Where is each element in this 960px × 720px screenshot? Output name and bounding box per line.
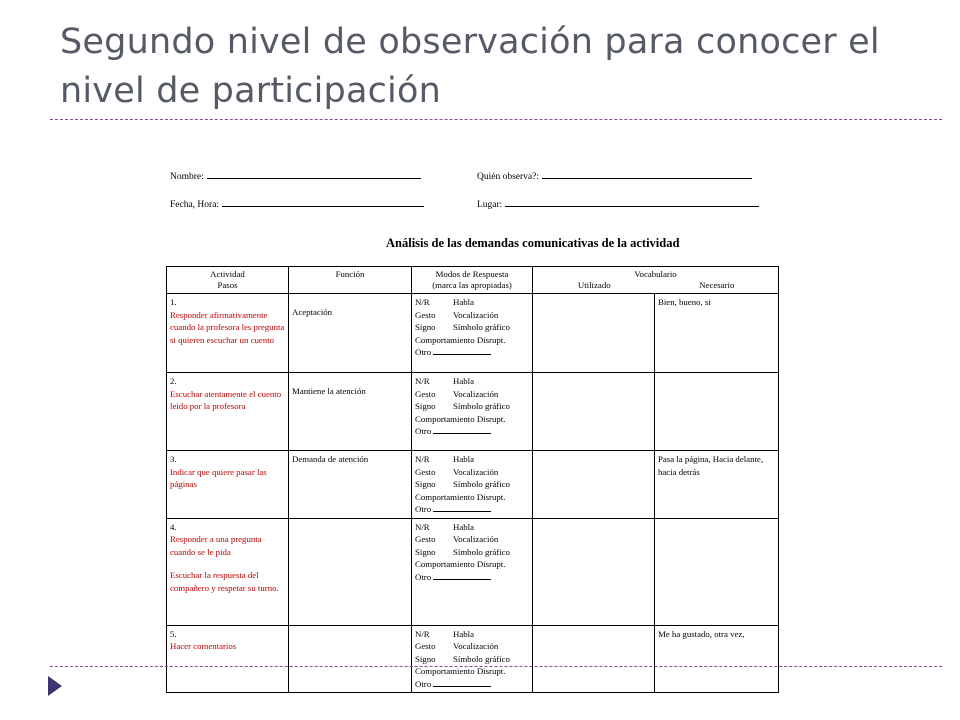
table-row (167, 451, 779, 519)
nombre-field (207, 170, 421, 179)
row-utilizado (533, 625, 655, 693)
mode-gesto: Gesto (415, 388, 436, 399)
header-funcion: Función (289, 267, 412, 294)
mode-signo: Signo (415, 479, 436, 489)
row-utilizado (533, 373, 655, 451)
mode-comportamiento: Comportamiento Disrupt. (415, 559, 506, 569)
row-utilizado (533, 451, 655, 519)
header-modos-sub: (marca las apropiadas) (432, 280, 512, 290)
otro-blank (433, 426, 491, 434)
row-funcion (289, 625, 412, 693)
mode-comportamiento: Comportamiento Disrupt. (415, 334, 506, 345)
divider-top (50, 119, 942, 120)
fecha-line (170, 198, 424, 210)
row-paso: Responder a una pregunta cuando se le pida (170, 534, 262, 557)
mode-signo: Signo (415, 546, 436, 557)
mode-vocalizacion: Vocalización (453, 466, 499, 477)
row-necesario (655, 373, 779, 451)
lugar-field (505, 198, 759, 207)
row-necesario: Bien, bueno, si (655, 294, 779, 373)
row-funcion: Mantiene la atención (289, 373, 412, 451)
mode-comportamiento: Comportamiento Disrupt. (415, 413, 506, 424)
mode-gesto: Gesto (415, 641, 436, 651)
mode-habla: Habla (453, 521, 475, 532)
header-actividad-label: Actividad (210, 269, 245, 279)
mode-comportamiento: Comportamiento Disrupt. (415, 666, 506, 676)
mode-habla: Habla (453, 376, 475, 386)
row-num: 2. (170, 376, 177, 386)
slide-title: Segundo nivel de observación para conocer el nivel de participación (60, 22, 880, 111)
otro-blank (433, 572, 491, 580)
mode-comportamiento: Comportamiento Disrupt. (415, 491, 506, 502)
mode-simbolo: Símbolo gráfico (453, 479, 510, 489)
row-necesario (655, 518, 779, 625)
row-funcion: Aceptación (289, 294, 412, 373)
row-necesario: Me ha gustado, otra vez, (655, 625, 779, 693)
table-row (167, 373, 779, 451)
row-funcion: Demanda de atención (289, 451, 412, 519)
mode-simbolo: Símbolo gráfico (453, 546, 510, 557)
mode-habla: Habla (453, 454, 475, 464)
table-title: Análisis de las demandas comunicativas de la actividad (386, 236, 680, 250)
mode-simbolo: Símbolo gráfico (453, 322, 510, 332)
mode-habla: Habla (453, 297, 475, 307)
row-necesario: Pasa la página, Hacia delante, hacia detrás (655, 451, 779, 519)
row-modos (412, 518, 533, 625)
header-modos-label: Modos de Respuesta (435, 269, 509, 279)
mode-otro: Otro (415, 504, 432, 514)
header-pasos-label: Pasos (217, 280, 238, 290)
quien-label: Quién observa?: (477, 172, 539, 182)
row-num: 5. (170, 628, 177, 639)
lugar-label: Lugar: (477, 200, 503, 210)
mode-gesto: Gesto (415, 534, 436, 544)
nombre-label: Nombre: (170, 172, 204, 182)
mode-signo: Signo (415, 653, 436, 664)
fecha-field (222, 198, 424, 207)
table-row (167, 625, 779, 693)
row-paso-cell (167, 294, 289, 373)
mode-vocalizacion: Vocalización (453, 309, 499, 320)
mode-nr: N/R (415, 297, 430, 307)
row-paso: Indicar que quiere pasar las páginas (170, 466, 267, 489)
row-paso-cell (167, 625, 289, 693)
mode-otro: Otro (415, 678, 432, 689)
table-row (167, 518, 779, 625)
header-utilizado: Utilizado (577, 280, 611, 290)
header-necesario: Necesario (699, 280, 735, 290)
quien-field (542, 170, 752, 179)
quien-line (477, 170, 752, 182)
table-row (167, 294, 779, 373)
mode-nr: N/R (415, 628, 430, 639)
row-num: 1. (170, 297, 177, 307)
row-paso-cell (167, 451, 289, 519)
header-actividad (167, 267, 289, 294)
header-vocabulario-label: Vocabulario (634, 269, 677, 279)
mode-simbolo: Símbolo gráfico (453, 401, 510, 411)
otro-blank (433, 679, 491, 687)
mode-otro: Otro (415, 571, 432, 582)
row-modos (412, 625, 533, 693)
mode-simbolo: Símbolo gráfico (453, 653, 510, 664)
row-num: 3. (170, 454, 177, 464)
divider-bottom (50, 666, 942, 667)
mode-otro: Otro (415, 347, 432, 357)
nombre-line (170, 170, 421, 182)
row-paso: Escuchar atentamente el cuento leido por la profesora (170, 388, 282, 411)
lugar-line (477, 198, 759, 210)
mode-vocalizacion: Vocalización (453, 534, 499, 544)
mode-signo: Signo (415, 401, 436, 411)
row-utilizado (533, 518, 655, 625)
mode-gesto: Gesto (415, 309, 436, 320)
row-paso-cell (167, 518, 289, 625)
mode-vocalizacion: Vocalización (453, 388, 499, 399)
header-vocabulario-sub (533, 280, 778, 291)
row-utilizado (533, 294, 655, 373)
otro-blank (433, 347, 491, 355)
row-funcion (289, 518, 412, 625)
row-modos (412, 451, 533, 519)
otro-blank (433, 504, 491, 512)
header-vocabulario (533, 267, 779, 294)
row-modos (412, 294, 533, 373)
mode-vocalizacion: Vocalización (453, 641, 499, 651)
mode-gesto: Gesto (415, 466, 436, 477)
header-modos (412, 267, 533, 294)
mode-otro: Otro (415, 426, 432, 436)
demands-table (166, 266, 779, 693)
table-header-row (167, 267, 779, 294)
row-num: 4. (170, 521, 177, 532)
mode-nr: N/R (415, 521, 430, 532)
mode-habla: Habla (453, 628, 475, 639)
fecha-label: Fecha, Hora: (170, 200, 220, 210)
row-paso-2: Escuchar la respuesta del compañero y respetar su turno. (170, 570, 279, 593)
mode-nr: N/R (415, 454, 430, 464)
row-paso: Responder afirmativamente cuando la profesora les pregunta si quieren escuchar un cuento (170, 309, 285, 345)
observation-form (166, 160, 786, 689)
bullet-triangle-icon (48, 676, 62, 696)
mode-nr: N/R (415, 376, 430, 386)
row-modos (412, 373, 533, 451)
mode-signo: Signo (415, 322, 436, 332)
row-paso-cell (167, 373, 289, 451)
row-paso: Hacer comentarios (170, 641, 237, 651)
